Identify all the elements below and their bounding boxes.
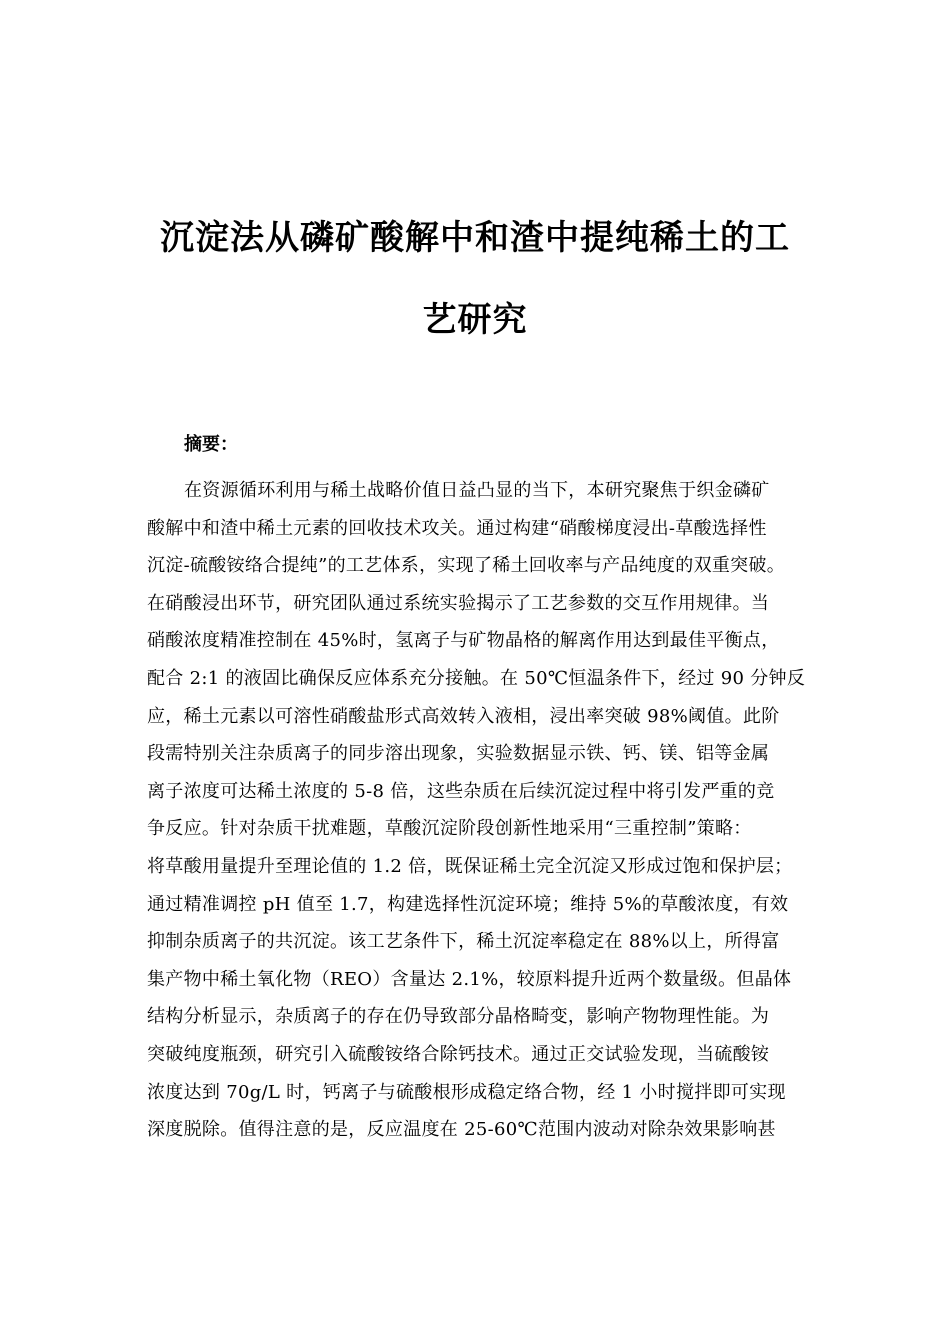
abstract-line: 争反应。针对杂质干扰难题，草酸沉淀阶段创新性地采用“三重控制”策略：: [147, 818, 752, 840]
abstract-line: 浓度达到 70g/L 时，钙离子与硫酸根形成稳定络合物，经 1 小时搅拌即可实现: [147, 1081, 786, 1103]
abstract-line: 抑制杂质离子的共沉淀。该工艺条件下，稀土沉淀率稳定在 88%以上，所得富: [147, 931, 780, 953]
abstract-line: 通过精准调控 pH 值至 1.7，构建选择性沉淀环境；维持 5%的草酸浓度，有效: [147, 893, 789, 915]
abstract-line: 将草酸用量提升至理论值的 1.2 倍，既保证稀土完全沉淀又形成过饱和保护层；: [147, 855, 793, 877]
abstract-body: [147, 472, 827, 1149]
abstract-line: 离子浓度可达稀土浓度的 5-8 倍，这些杂质在后续沉淀过程中将引发严重的竞: [147, 780, 775, 802]
abstract-line: 沉淀-硫酸铵络合提纯”的工艺体系，实现了稀土回收率与产品纯度的双重突破。: [147, 555, 786, 577]
abstract-line: 硝酸浓度精准控制在 45%时，氢离子与矿物晶格的解离作用达到最佳平衡点，: [147, 630, 780, 652]
abstract-line: 酸解中和渣中稀土元素的回收技术攻关。通过构建“硝酸梯度浸出-草酸选择性: [147, 517, 767, 539]
abstract-line: 集产物中稀土氧化物（REO）含量达 2.1%，较原料提升近两个数量级。但晶体: [147, 968, 792, 990]
document-title-line-1: 沉淀法从磷矿酸解中和渣中提纯稀土的工: [160, 218, 790, 258]
abstract-line: 段需特别关注杂质离子的同步溶出现象，实验数据显示铁、钙、镁、铝等金属: [147, 743, 770, 765]
abstract-line: 应，稀土元素以可溶性硝酸盐形式高效转入液相，浸出率突破 98%阈值。此阶: [147, 705, 780, 727]
abstract-line: 配合 2:1 的液固比确保反应体系充分接触。在 50℃恒温条件下，经过 90 分钟反: [147, 667, 806, 689]
abstract-line: 结构分析显示，杂质离子的存在仍导致部分晶格畸变，影响产物物理性能。为: [147, 1006, 770, 1028]
abstract-line: 在资源循环利用与稀土战略价值日益凸显的当下，本研究聚焦于织金磷矿: [184, 480, 770, 501]
abstract-line: 突破纯度瓶颈，研究引入硫酸铵络合除钙技术。通过正交试验发现，当硫酸铵: [147, 1043, 770, 1065]
abstract-line: 在硝酸浸出环节，研究团队通过系统实验揭示了工艺参数的交互作用规律。当: [147, 592, 770, 614]
abstract-line: 深度脱除。值得注意的是，反应温度在 25-60℃范围内波动对除杂效果影响甚: [147, 1119, 776, 1141]
document-title-line-2: 艺研究: [422, 300, 528, 340]
abstract-heading: 摘要：: [184, 434, 238, 455]
